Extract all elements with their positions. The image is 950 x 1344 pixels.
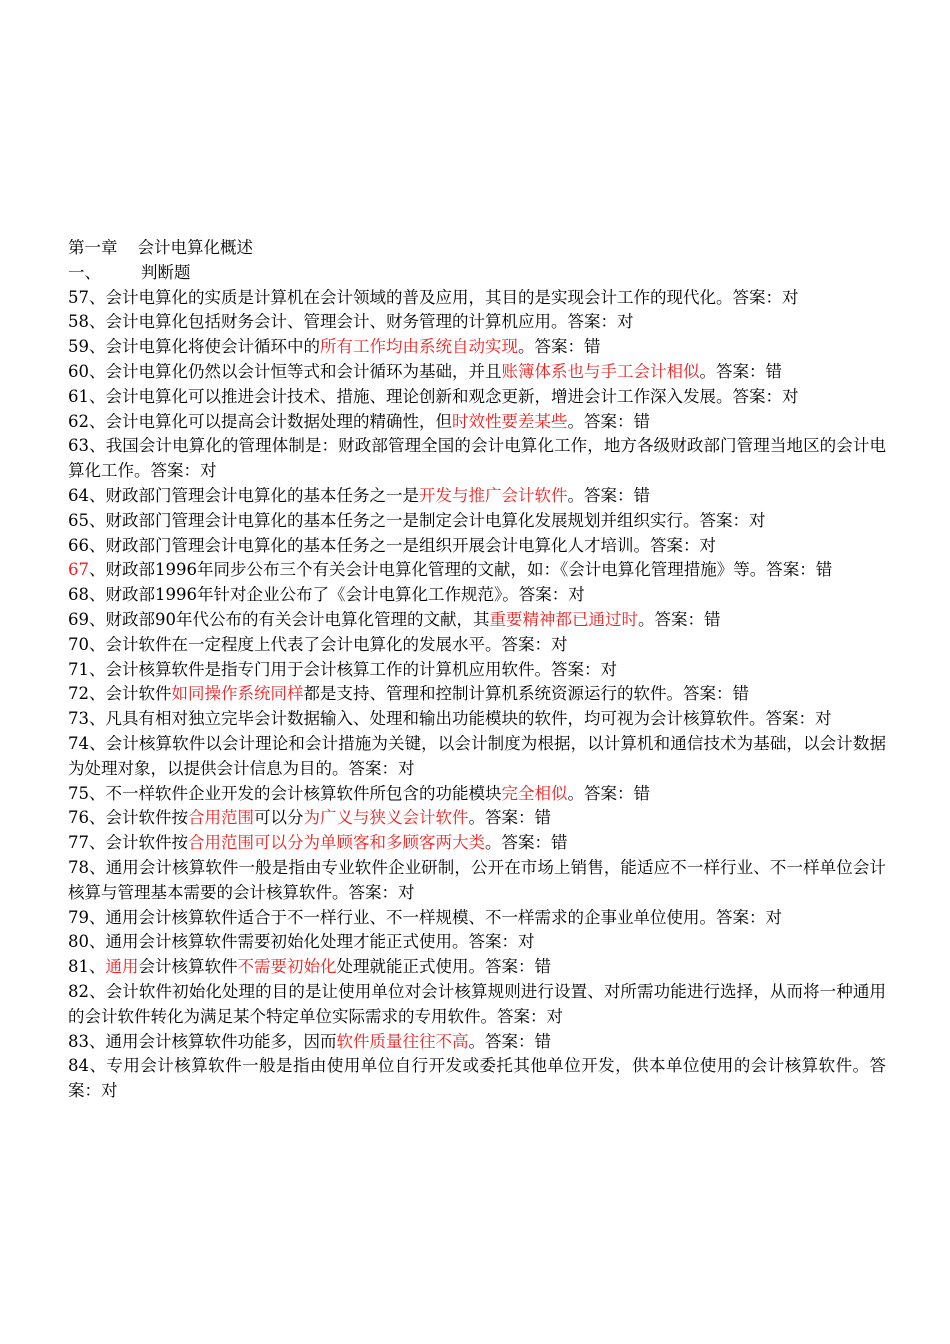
question-text: 81、 bbox=[68, 957, 106, 977]
question-text: 。答案：错 bbox=[468, 1031, 551, 1051]
question-text: 74、会计核算软件以会计理论和会计措施为关键，以会计制度为根据，以计算机和通信技术为基础，以会计数据为处理对象，以提供会计信息为目的。答案：对 bbox=[68, 733, 886, 778]
question-text: 。答案：错 bbox=[468, 808, 551, 828]
question-text: 可以分 bbox=[254, 808, 304, 828]
question-text: 。答案：错 bbox=[567, 783, 650, 803]
question-item bbox=[68, 434, 886, 484]
question-text: 68、财政部1996年针对企业公布了《会计电算化工作规范》。答案：对 bbox=[68, 585, 585, 605]
question-text: 73、凡具有相对独立完毕会计数据输入、处理和输出功能模块的软件，均可视为会计核算软件。答案：对 bbox=[68, 709, 832, 729]
question-text: 都是支持、管理和控制计算机系统资源运行的软件。答案：错 bbox=[303, 684, 749, 704]
question-item bbox=[68, 509, 886, 534]
question-text: 、财政部1996年同步公布三个有关会计电算化管理的文献，如：《会计电算化管理措施》等。答案：错 bbox=[89, 560, 833, 580]
question-item bbox=[68, 658, 886, 683]
question-text: 66、财政部门管理会计电算化的基本任务之一是组织开展会计电算化人才培训。答案：对 bbox=[68, 535, 716, 555]
highlighted-text: 账簿体系也与手工会计相似 bbox=[501, 361, 700, 381]
highlighted-text: 如同操作系统同样 bbox=[171, 684, 304, 704]
highlighted-text: 重要精神都已通过时 bbox=[489, 609, 638, 629]
question-text: 61、会计电算化可以推进会计技术、措施、理论创新和观念更新，增进会计工作深入发展。答案：对 bbox=[68, 386, 799, 406]
question-item bbox=[68, 360, 886, 385]
question-item bbox=[68, 930, 886, 955]
question-item bbox=[68, 1030, 886, 1055]
question-text: 82、会计软件初始化处理的目的是让使用单位对会计核算规则进行设置、对所需功能进行选择，从而将一种通用的会计软件转化为满足某个特定单位实际需求的专用软件。答案：对 bbox=[68, 981, 886, 1026]
question-text: 83、通用会计核算软件功能多，因而 bbox=[68, 1031, 337, 1051]
question-text: 80、通用会计核算软件需要初始化处理才能正式使用。答案：对 bbox=[68, 932, 535, 952]
question-item bbox=[68, 856, 886, 906]
question-item bbox=[68, 782, 886, 807]
highlighted-text: 合用范围 bbox=[188, 808, 254, 828]
question-item bbox=[68, 534, 886, 559]
highlighted-text: 完全相似 bbox=[501, 783, 568, 803]
question-text: 76、会计软件按 bbox=[68, 808, 188, 828]
question-item bbox=[68, 484, 886, 509]
question-text: 会计核算软件 bbox=[138, 957, 238, 977]
question-item bbox=[68, 831, 886, 856]
question-text: 78、通用会计核算软件一般是指由专业软件企业研制，公开在市场上销售，能适应不一样行业、不一样单位会计核算与管理基本需要的会计核算软件。答案：对 bbox=[68, 857, 886, 902]
question-item bbox=[68, 682, 886, 707]
question-item bbox=[68, 732, 886, 782]
highlighted-text: 通用 bbox=[105, 957, 139, 977]
question-item bbox=[68, 955, 886, 980]
section-title: 判断题 bbox=[141, 262, 191, 282]
question-text: 58、会计电算化包括财务会计、管理会计、财务管理的计算机应用。答案：对 bbox=[68, 312, 634, 332]
question-item bbox=[68, 806, 886, 831]
question-text: 84、专用会计核算软件一般是指由使用单位自行开发或委托其他单位开发，供本单位使用的会计核算软件。答案：对 bbox=[68, 1056, 886, 1101]
question-text: 62、会计电算化可以提高会计数据处理的精确性，但 bbox=[68, 411, 452, 431]
question-item bbox=[68, 633, 886, 658]
question-item bbox=[68, 335, 886, 360]
highlighted-text: 合用范围可以分为单顾客和多顾客两大类 bbox=[188, 833, 485, 853]
question-item bbox=[68, 558, 886, 583]
question-text: 。答案：错 bbox=[699, 361, 782, 381]
question-text: 63、我国会计电算化的管理体制是：财政部管理全国的会计电算化工作，地方各级财政部门管理当地区的会计电算化工作。答案：对 bbox=[68, 436, 886, 481]
highlighted-text: 开发与推广会计软件 bbox=[419, 485, 568, 505]
question-item bbox=[68, 1054, 886, 1104]
question-text: 。答案：错 bbox=[485, 833, 568, 853]
document-body bbox=[68, 236, 886, 1104]
question-item bbox=[68, 410, 886, 435]
question-text: 70、会计软件在一定程度上代表了会计电算化的发展水平。答案：对 bbox=[68, 634, 568, 654]
question-item bbox=[68, 707, 886, 732]
question-text: 65、财政部门管理会计电算化的基本任务之一是制定会计电算化发展规划并组织实行。答案：对 bbox=[68, 510, 766, 530]
highlighted-text: 时效性要差某些 bbox=[452, 411, 568, 431]
question-item bbox=[68, 385, 886, 410]
chapter-heading bbox=[68, 236, 886, 261]
question-text: 72、会计软件 bbox=[68, 684, 172, 704]
question-text: 75、不一样软件企业开发的会计核算软件所包含的功能模块 bbox=[68, 783, 502, 803]
section-heading bbox=[68, 261, 886, 286]
question-text: 71、会计核算软件是指专门用于会计核算工作的计算机应用软件。答案：对 bbox=[68, 659, 617, 679]
question-item bbox=[68, 310, 886, 335]
question-text: 59、会计电算化将使会计循环中的 bbox=[68, 337, 320, 357]
question-text: 69、财政部90年代公布的有关会计电算化管理的文献，其 bbox=[68, 609, 490, 629]
question-item bbox=[68, 608, 886, 633]
question-text: 77、会计软件按 bbox=[68, 833, 188, 853]
question-text: 。答案：错 bbox=[518, 337, 601, 357]
question-item bbox=[68, 980, 886, 1030]
question-item bbox=[68, 906, 886, 931]
question-text: 79、通用会计核算软件适合于不一样行业、不一样规模、不一样需求的企事业单位使用。答案：对 bbox=[68, 907, 782, 927]
question-text: 57、会计电算化的实质是计算机在会计领域的普及应用，其目的是实现会计工作的现代化。答案：对 bbox=[68, 287, 799, 307]
question-item bbox=[68, 583, 886, 608]
chapter-title: 会计电算化概述 bbox=[137, 238, 253, 257]
highlighted-text: 软件质量往往不高 bbox=[336, 1031, 469, 1051]
highlighted-text: 为广义与狭义会计软件 bbox=[303, 808, 469, 828]
question-list bbox=[68, 286, 886, 1104]
question-text: 。答案：错 bbox=[567, 485, 650, 505]
highlighted-text: 所有工作均由系统自动实现 bbox=[320, 337, 518, 357]
question-item bbox=[68, 286, 886, 311]
question-text: 。答案：错 bbox=[567, 411, 650, 431]
question-text: 。答案：错 bbox=[638, 609, 721, 629]
question-text: 处理就能正式使用。答案：错 bbox=[336, 957, 551, 977]
highlighted-text: 67 bbox=[68, 560, 89, 580]
question-text: 60、会计电算化仍然以会计恒等式和会计循环为基础，并且 bbox=[68, 361, 502, 381]
highlighted-text: 不需要初始化 bbox=[237, 957, 337, 977]
chapter-number: 第一章 bbox=[68, 238, 118, 257]
section-number: 一、 bbox=[68, 262, 101, 282]
question-text: 64、财政部门管理会计电算化的基本任务之一是 bbox=[68, 485, 419, 505]
